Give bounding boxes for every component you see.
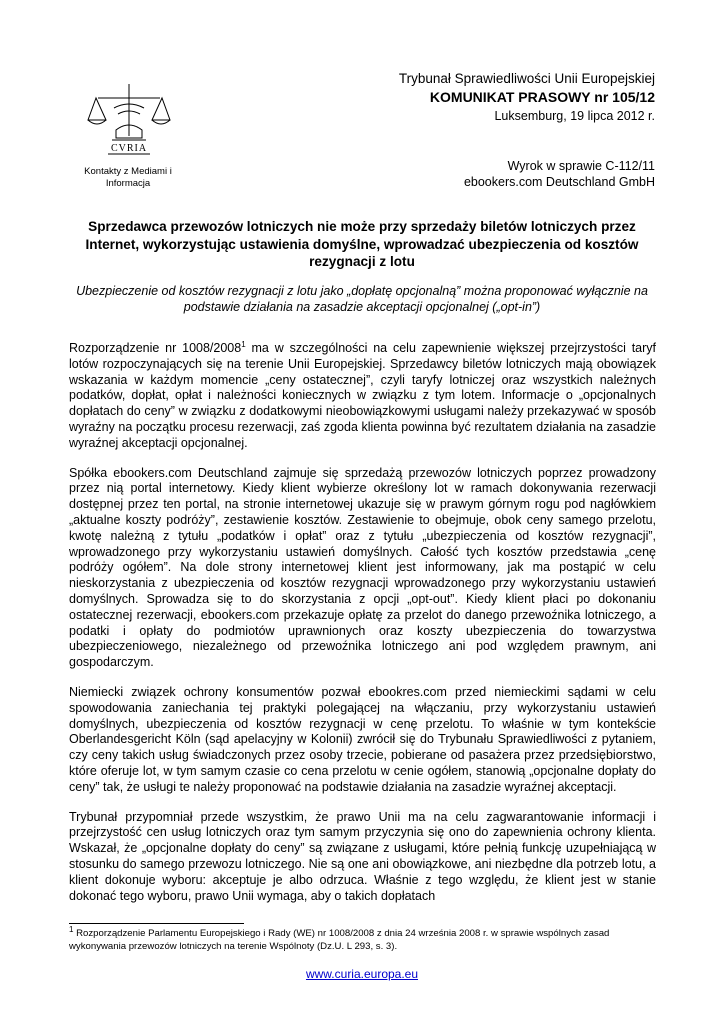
page-title: Sprzedawca przewozów lotniczych nie może przy sprzedaży biletów lotniczych przez Internet, wykorzystując ustawienia domyślne, wprowadzać ubezpieczenia od kosztów rezygnacji z lotu bbox=[85, 219, 639, 269]
footer bbox=[0, 967, 724, 981]
media-contacts bbox=[72, 166, 184, 190]
article-body bbox=[69, 341, 656, 918]
curia-website-link[interactable]: www.curia.europa.eu bbox=[305, 967, 419, 981]
release-date: Luksemburg, 19 lipca 2012 r. bbox=[494, 109, 655, 123]
paragraph-1-rest: ma w szczególności na celu zapewnienie większej przejrzystości taryf lotów rozpoczynających się na terenie Unii Europejskiej. Sprzedawcy biletów lotniczych mają obowiązek wskazania w każdym momencie „ceny ostatecznej”, czyli taryfy lotniczej oraz wszystkich należnych podatków, dopłat, opłat i należności koniecznych w związku z tym lotem. Informacje o „opcjonalnych dopłatach do ceny” w związku z dodatkowymi nieobowiązkowymi usługami należy przekazywać w sposób wyraźny na początku procesu rezerwacji, zaś zgoda klienta powinna być rezultatem działania na zasadzie wyraźnej akceptacji opcjonalnej. bbox=[69, 341, 657, 450]
paragraph-3: Niemiecki związek ochrony konsumentów pozwał ebookres.com przed niemieckimi sądami w celu spowodowania zaniechania tej praktyki polegającej na włączaniu, przy wykorzystaniu ustawień domyślnych, ubezpieczenia od kosztów rezygnacji w cenę przelotu. To właśnie w tym kontekście Oberlandesgericht Köln (sąd apelacyjny w Kolonii) zwrócił się do Trybunału Sprawiedliwości z pytaniem, czy ceny takich usług świadczonych przez osoby trzecie, pobierane od pasażera przez przedsiębiorstwo, które oferuje lot, w tym samym czasie co cena przelotu w cenie ogółem, stanowią „opcjonalne dopłaty do ceny” tak, że usługi te należy proponować na podstawie działania na zasadzie wyraźnej akceptacji. bbox=[69, 684, 656, 794]
page-subtitle: Ubezpieczenie od kosztów rezygnacji z lotu jako „dopłatę opcjonalną” można proponować wyłącznie na podstawie działania na zasadzie akceptacji opcjonalnej („opt-in”) bbox=[76, 284, 648, 314]
curia-logo bbox=[84, 80, 174, 158]
scales-of-justice-icon bbox=[84, 80, 174, 158]
paragraph-1 bbox=[69, 341, 656, 452]
paragraph-2: Spółka ebookers.com Deutschland zajmuje się sprzedażą przewozów lotniczych poprzez prowadzony przez nią portal internetowy. Kiedy klient wybierze określony lot w ramach dokonywania rezerwacji dostępnej przez ten portal, na stronie internetowej ukazuje się w prawym górnym rogu pod nagłówkiem „aktualne koszty podróży”, zestawienie kosztów. Zestawienie to obejmuje, obok ceny samego przelotu, kwotę należną z tytułu „podatków i opłat” oraz z tytułu „ubezpieczenia od kosztów rezygnacji”, wprowadzonego przy wykorzystaniu ustawień domyślnych. Całość tych kosztów przedstawia „cenę podróży ogółem”. Na dole strony internetowej klient jest informowany, jak ma postąpić w celu nieskorzystania z ubezpieczenia od kosztów rezygnacji wprowadzonego przy wykorzystaniu ustawień domyślnych. Sprowadza się to do skorzystania z opcji „opt-out”. Kiedy klient płaci po dokonaniu ostatecznej rezerwacji, ebookers.com przekazuje opłatę za przelot do danego przewoźnika lotniczego, a podatki i opłaty do podmiotów uprawnionych oraz koszty ubezpieczenia do towarzystwa ubezpieczeniowego, niezależnego od przewoźnika lotniczego ani pod względem prawnym, ani gospodarczym. bbox=[69, 465, 656, 670]
paragraph-1-start: Rozporządzenie nr 1008/2008 bbox=[69, 341, 242, 355]
paragraph-4: Trybunał przypomniał przede wszystkim, że prawo Unii ma na celu zagwarantowanie informacji i przejrzystość cen usług lotniczych oraz tym samym przyczynia się ono do zapewnienia ochrony klienta. Wskazał, że „opcjonalne dopłaty do ceny” są związane z usługami, które pełnią funkcję uzupełniającą w stosunku do samego przewozu lotniczego. Nie są one ani obowiązkowe, ani niezbędne dla potrzeb lotu, a klient dokonuje wyboru: akceptuje je albo odrzuca. Właśnie z tego względu, że klient jest w stanie dokonać tego wyboru, prawo Unii wymaga, aby o takich dopłatach bbox=[69, 809, 656, 903]
contacts-line-1: Kontakty z Mediami i bbox=[84, 166, 172, 177]
footnote-ref: 1 bbox=[241, 339, 246, 349]
logo-text: CVRIA bbox=[110, 143, 148, 154]
court-name: Trybunał Sprawiedliwości Unii Europejskiej bbox=[398, 71, 655, 86]
press-release-number: KOMUNIKAT PRASOWY nr 105/12 bbox=[429, 89, 655, 105]
case-number: Wyrok w sprawie C-112/11 bbox=[507, 159, 655, 173]
footnote-divider bbox=[69, 923, 244, 924]
footnote bbox=[69, 924, 656, 953]
footnote-text: Rozporządzenie Parlamentu Europejskiego i Rady (WE) nr 1008/2008 z dnia 24 września 2008 r. w sprawie wspólnych zasad wykonywania przewozów lotniczych na terenie Wspólnoty (Dz.U. L 293, s. 3). bbox=[69, 928, 610, 952]
footnote-number: 1 bbox=[69, 924, 74, 934]
case-parties: ebookers.com Deutschland GmbH bbox=[463, 175, 655, 189]
contacts-line-2: Informacja bbox=[105, 178, 151, 189]
